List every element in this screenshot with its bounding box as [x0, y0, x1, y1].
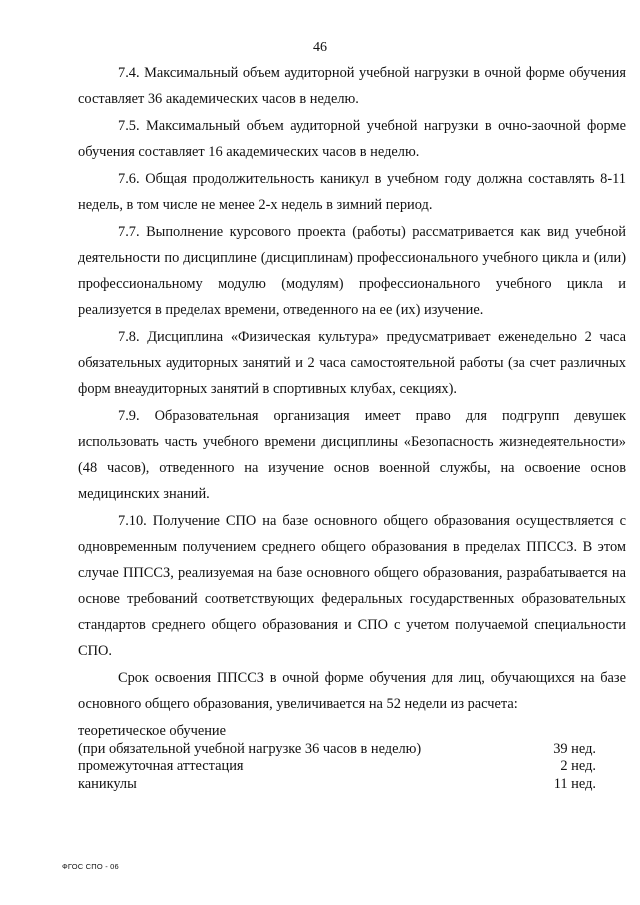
schedule-value: 39 нед.	[553, 740, 596, 757]
paragraph-7-4: 7.4. Максимальный объем аудиторной учебной нагрузки в очной форме обучения составляет 36 академических часов в неделю.	[78, 65, 626, 107]
footer-standard-code: ФГОС СПО - 06	[62, 862, 119, 871]
paragraph-duration: Срок освоения ППССЗ в очной форме обучения для лиц, обучающихся на базе основного общего образования, увеличивается на 52 недели из расчета:	[78, 670, 626, 712]
schedule-value	[596, 723, 626, 741]
schedule-value: 2 нед.	[560, 758, 596, 774]
page-number: 46	[313, 40, 327, 55]
schedule-label: промежуточная аттестация	[78, 758, 244, 774]
paragraph-7-8: 7.8. Дисциплина «Физическая культура» предусматривает еженедельно 2 часа обязательных аудиторных занятий и 2 часа самостоятельной работы (за счет различных форм внеаудиторных занятий в спортивных клубах, секциях).	[78, 329, 626, 397]
schedule-row	[78, 776, 626, 794]
schedule-label: каникулы	[78, 775, 137, 792]
schedule-row	[78, 741, 626, 759]
paragraph-7-6: 7.6. Общая продолжительность каникул в учебном году должна составлять 8-11 недель, в том числе не менее 2-х недель в зимний период.	[78, 171, 626, 213]
schedule-row	[78, 723, 626, 741]
paragraph-7-5: 7.5. Максимальный объем аудиторной учебной нагрузки в очно-заочной форме обучения составляет 16 академических часов в неделю.	[78, 118, 626, 160]
document-body	[78, 60, 626, 793]
paragraph-7-10: 7.10. Получение СПО на базе основного общего образования осуществляется с одновременным получением среднего общего образования в пределах ППССЗ. В этом случае ППССЗ, реализуемая на базе основного общего образования, разрабатывается на основе требований соответствующих федеральных государственных образовательных стандартов среднего общего образования и СПО с учетом получаемой специальности СПО.	[78, 513, 626, 659]
schedule-label: (при обязательной учебной нагрузке 36 часов в неделю)	[78, 740, 422, 757]
paragraph-7-9: 7.9. Образовательная организация имеет право для подгрупп девушек использовать часть учебного времени дисциплины «Безопасность жизнедеятельности» (48 часов), отведенного на изучение основ военной службы, на освоение основ медицинских знаний.	[78, 408, 626, 502]
study-schedule	[78, 723, 626, 793]
schedule-value: 11 нед.	[553, 775, 596, 792]
paragraph-7-7: 7.7. Выполнение курсового проекта (работы) рассматривается как вид учебной деятельности по дисциплине (дисциплинам) профессионального учебного цикла и (или) профессиональному модулю (модулям) профессионального учебного цикла и реализуется в пределах времени, отведенного на ее (их) изучение.	[78, 224, 626, 318]
schedule-row	[78, 758, 626, 776]
schedule-label: теоретическое обучение	[78, 723, 227, 739]
